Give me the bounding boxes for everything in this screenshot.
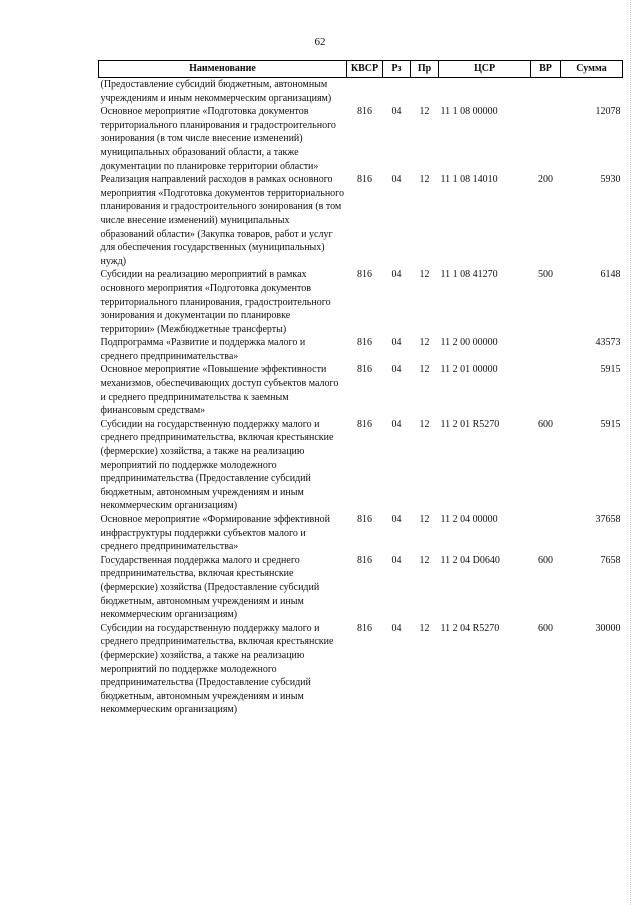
cell-csr: 11 2 01 00000 — [440, 364, 498, 376]
cell-sum: 5930 — [600, 174, 621, 186]
table-row — [99, 336, 623, 363]
cell-name: Основное мероприятие «Подготовка документов территориального планирования и градостроительного зонирования (в том числе внесение изменений) муниципальных образований области, а также документации по планировке территории области» — [100, 106, 336, 172]
cell-vr — [531, 78, 561, 106]
cell-pr: 12 — [419, 106, 430, 118]
table-row — [99, 513, 623, 554]
cell-kvsr: 816 — [357, 269, 372, 281]
column-header-sum: Сумма — [561, 61, 623, 78]
cell-csr: 11 2 01 R5270 — [440, 418, 500, 430]
cell-kvsr: 816 — [357, 514, 372, 525]
cell-sum: 12078 — [595, 106, 621, 118]
page-number: 62 — [314, 36, 326, 48]
cell-name: Субсидии на реализацию мероприятий в рамках основного мероприятия «Подготовка документов территориального планирования, градостроительного зонирования и документации по планировке территории» (Межбюджетные трансферты) — [100, 269, 331, 335]
column-header-rz: Рз — [383, 61, 411, 78]
cell-rz: 04 — [391, 554, 402, 566]
cell-kvsr: 816 — [357, 364, 372, 376]
table-row — [99, 363, 623, 417]
cell-rz — [383, 78, 411, 106]
cell-name: Государственная поддержка малого и среднего предпринимательства, включая крестьянские (фермерские) хозяйства (Предоставление субсидий бюджетным, автономным учреждениям и иным некоммерческим организациям) — [100, 554, 320, 621]
cell-kvsr: 816 — [357, 418, 372, 430]
column-header-vr: ВР — [531, 61, 561, 78]
budget-table — [98, 60, 623, 717]
cell-sum: 37658 — [595, 514, 621, 525]
cell-name: (Предоставление субсидий бюджетным, автономным учреждениям и иным некоммерческим организациям) — [100, 79, 332, 104]
cell-csr: 11 2 04 D0640 — [440, 554, 500, 566]
table-row — [99, 554, 623, 622]
cell-pr — [411, 78, 439, 106]
cell-sum: 43573 — [595, 337, 621, 349]
cell-pr: 12 — [419, 418, 430, 430]
cell-csr: 11 2 04 R5270 — [440, 622, 500, 634]
cell-rz: 04 — [391, 514, 402, 525]
cell-vr — [531, 363, 561, 417]
cell-rz: 04 — [391, 364, 402, 376]
cell-rz: 04 — [391, 106, 402, 118]
cell-pr: 12 — [419, 337, 430, 349]
cell-pr: 12 — [419, 174, 430, 186]
cell-vr: 200 — [538, 174, 553, 186]
table-row — [99, 268, 623, 336]
cell-kvsr: 816 — [357, 106, 372, 118]
cell-pr: 12 — [419, 364, 430, 376]
cell-vr: 600 — [538, 418, 553, 430]
cell-name: Субсидии на государственную поддержку малого и среднего предпринимательства, включая крестьянские (фермерские) хозяйства, а также на реализацию мероприятий по поддержке молодежного предпринимательства (Предоставление субсидий бюджетным, автономным учреждениям и иным некоммерческим организациям) — [100, 418, 334, 512]
cell-kvsr: 816 — [357, 174, 372, 186]
cell-sum: 5915 — [600, 364, 621, 376]
cell-kvsr: 816 — [357, 337, 372, 349]
cell-rz: 04 — [391, 269, 402, 281]
cell-csr: 11 2 00 00000 — [440, 337, 498, 349]
cell-kvsr: 816 — [357, 622, 372, 634]
cell-name: Подпрограмма «Развитие и поддержка малого и среднего предпринимательства» — [100, 337, 306, 362]
cell-vr: 500 — [538, 269, 553, 281]
cell-csr: 11 1 08 00000 — [440, 106, 498, 118]
cell-name: Основное мероприятие «Формирование эффективной инфраструктуры поддержки субъектов малого и среднего предпринимательства» — [100, 514, 330, 553]
column-header-csr: ЦСР — [439, 61, 531, 78]
table-row — [99, 78, 623, 106]
column-header-name: Наименование — [99, 61, 347, 78]
table-row — [99, 105, 623, 173]
cell-sum: 7658 — [600, 554, 621, 566]
cell-vr: 600 — [538, 554, 553, 566]
cell-vr — [531, 513, 561, 554]
cell-name: Основное мероприятие «Повышение эффективности механизмов, обеспечивающих доступ субъектов малого и среднего предпринимательства к заемным финансовым средствам» — [100, 364, 339, 417]
table-row — [99, 418, 623, 513]
cell-vr: 600 — [538, 622, 553, 634]
cell-csr: 11 2 04 00000 — [440, 514, 498, 525]
cell-rz: 04 — [391, 337, 402, 349]
column-header-pr: Пр — [411, 61, 439, 78]
cell-sum: 30000 — [595, 622, 621, 634]
cell-kvsr — [347, 78, 383, 106]
column-header-kvsr: КВСР — [347, 61, 383, 78]
cell-csr: 11 1 08 41270 — [440, 269, 498, 281]
cell-rz: 04 — [391, 174, 402, 186]
scan-edge — [630, 0, 632, 905]
cell-csr: 11 1 08 14010 — [440, 174, 498, 186]
cell-name: Реализация направлений расходов в рамках основного мероприятия «Подготовка документов территориального планирования и градостроительного зонирования (в том числе внесение изменений) муниципальных образований области» (Закупка товаров, работ и услуг для обеспечения государственных (муниципальных) нужд) — [100, 174, 345, 267]
cell-vr — [531, 105, 561, 173]
cell-pr: 12 — [419, 269, 430, 281]
cell-rz: 04 — [391, 622, 402, 634]
cell-kvsr: 816 — [357, 554, 372, 566]
cell-sum — [561, 78, 623, 106]
table-row — [99, 173, 623, 268]
table-header — [99, 61, 623, 78]
cell-sum: 6148 — [600, 269, 621, 281]
cell-sum: 5915 — [600, 418, 621, 430]
cell-csr — [439, 78, 531, 106]
cell-pr: 12 — [419, 514, 430, 525]
cell-name: Субсидии на государственную поддержку малого и среднего предпринимательства, включая крестьянские (фермерские) хозяйства, а также на реализацию мероприятий по поддержке молодежного предпринимательства (Предоставление субсидий бюджетным, автономным учреждениям и иным некоммерческим организациям) — [100, 622, 334, 716]
cell-rz: 04 — [391, 418, 402, 430]
cell-vr — [531, 336, 561, 363]
table-body — [99, 78, 623, 717]
table-row — [99, 622, 623, 717]
cell-pr: 12 — [419, 554, 430, 566]
cell-pr: 12 — [419, 622, 430, 634]
